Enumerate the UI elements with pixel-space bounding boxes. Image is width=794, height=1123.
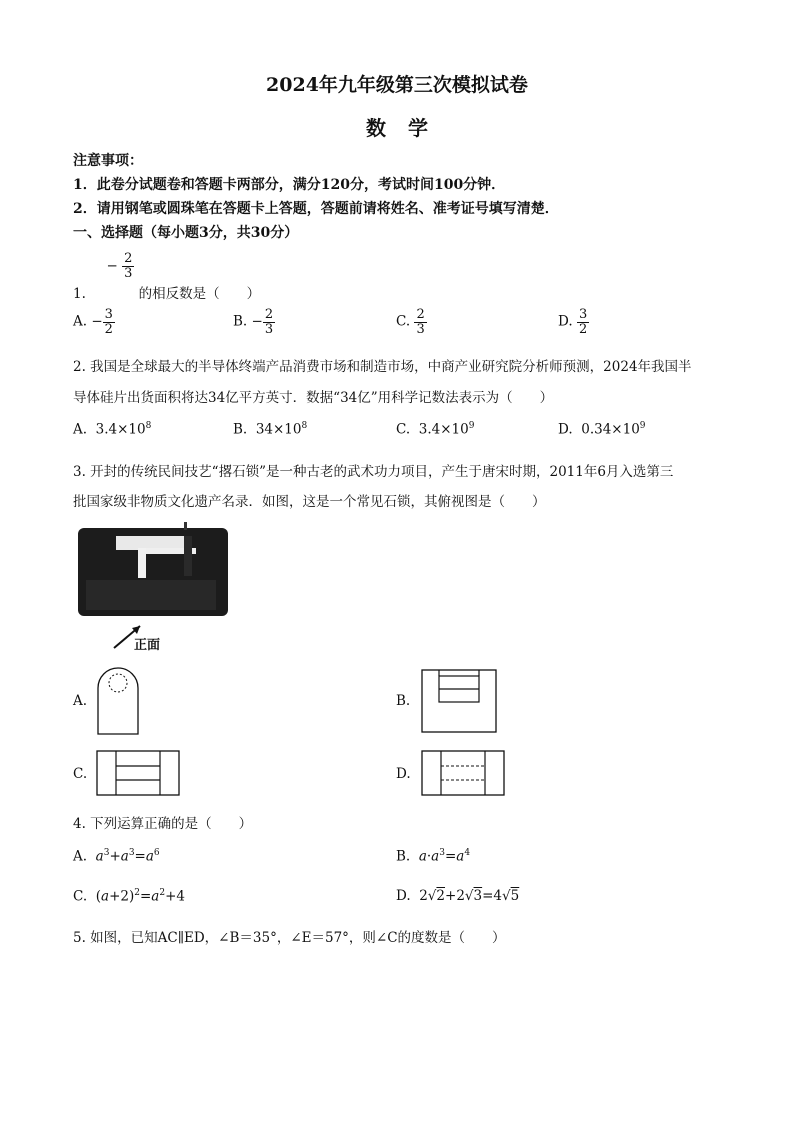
option-sign: − [91,313,103,330]
option-exponent: 9 [468,421,475,431]
option-numerator: 2 [416,307,425,322]
option-letter: D. [558,421,573,438]
section-title: 一、选择题（每小题3分，共30分） [73,225,299,241]
q3-option-a-letter[interactable]: A. [73,693,88,709]
option-letter: D. [558,313,573,330]
option-exponent: 8 [301,421,308,431]
question-2-line-2: 导体硅片出货面积将达34亿平方英寸．数据“34亿”用科学记数法表示为（ ） [73,390,554,406]
option-denominator: 3 [264,321,274,337]
q4-option-d[interactable]: D. 2√2+2√3=4√5 [396,888,520,904]
stone-lock-photo [76,520,236,655]
option-numerator: 3 [578,307,588,322]
q1-option-b[interactable] [233,308,275,336]
q3-option-a-figure[interactable] [96,666,140,736]
q3-option-c-figure[interactable] [96,750,180,796]
question-1-number: 1. [73,285,86,302]
question-1-text: 的相反数是（ ） [138,285,261,302]
question-2-line-1: 2. 我国是全球最大的半导体终端产品消费市场和制造市场，中商产业研究院分析师预测，2024年我国半 [73,359,692,375]
q1-option-c[interactable] [396,308,427,336]
q2-option-d[interactable] [558,421,646,438]
q1-option-d[interactable] [558,308,589,336]
question-5-stem: 5. 如图，已知AC∥ED，∠B＝35°，∠E＝57°，则∠C的度数是（ ） [73,930,506,946]
option-base: 3.4×10 [95,421,146,438]
notice-item-1: 1．此卷分试题卷和答题卡两部分，满分120分，考试时间100分钟． [73,177,506,193]
option-letter: C. [73,888,88,905]
option-base: 3.4×10 [418,421,469,438]
option-denominator: 3 [416,321,425,337]
question-1-stem [73,251,261,302]
q3-option-d-letter[interactable]: D. [396,766,411,782]
q4-option-c[interactable]: C. $(a+2)^2=a^2+4$ [73,888,185,905]
q2-option-b[interactable] [233,421,307,438]
q3-option-d-figure[interactable] [421,750,505,796]
option-exponent: 9 [639,421,646,431]
q4-option-b[interactable]: B. $a\cdot a^3=a^4$ [396,848,471,865]
q3-option-c-letter[interactable]: C. [73,766,88,782]
fraction-numerator: 2 [124,251,133,266]
option-letter: B. [233,313,248,330]
notice-heading: 注意事项： [73,153,143,169]
fraction-denominator: 3 [124,265,133,281]
front-label: 正面 [134,638,161,653]
option-numerator: 3 [104,307,113,322]
q3-option-b-figure[interactable] [421,669,497,733]
option-letter: B. [396,848,411,865]
question-3-line-1: 3. 开封的传统民间技艺“撂石锁”是一种古老的武术功力项目，产生于唐宋时期，2011年6月入选第三 [73,464,674,480]
option-letter: C. [396,313,411,330]
exam-title: 2024年九年级第三次模拟试卷 [266,74,528,96]
subject-title: 数学 [366,116,450,140]
option-exponent: 8 [145,421,152,431]
option-letter: B. [233,421,248,438]
q2-option-a[interactable] [73,421,151,438]
option-letter: A. [73,848,88,865]
option-denominator: 2 [104,321,113,337]
option-numerator: 2 [264,307,274,322]
fraction-sign: − [106,257,118,274]
option-letter: A. [73,313,88,330]
option-sign: − [251,313,263,330]
option-base: 0.34×10 [581,421,640,438]
q3-option-b-letter[interactable]: B. [396,693,411,709]
question-3-line-2: 批国家级非物质文化遗产名录．如图，这是一个常见石锁，其俯视图是（ ） [73,494,546,510]
option-letter: A. [73,421,88,438]
option-base: 34×10 [255,421,302,438]
question-1-fraction [106,251,138,281]
option-denominator: 2 [578,321,588,337]
notice-item-2: 2．请用钢笔或圆珠笔在答题卡上答题，答题前请将姓名、准考证号填写清楚． [73,201,559,217]
option-letter: D. [396,888,411,904]
option-letter: C. [396,421,411,438]
question-4-stem: 4. 下列运算正确的是（ ） [73,816,253,832]
q2-option-c[interactable] [396,421,474,438]
q4-option-a[interactable]: A. $a^3+a^3=a^6$ [73,848,160,865]
q1-option-a[interactable] [73,308,115,336]
